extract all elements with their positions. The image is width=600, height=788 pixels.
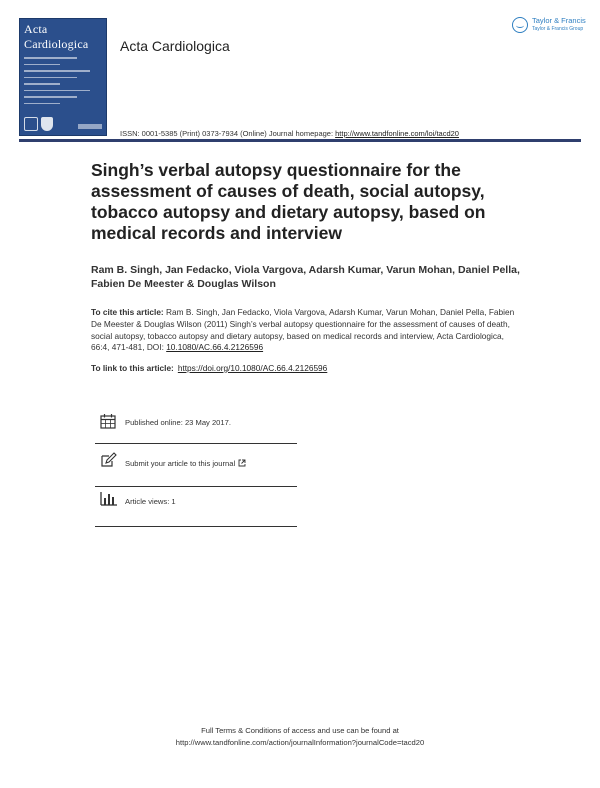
article-views-row: [95, 490, 297, 527]
issn-line: [120, 129, 459, 138]
submit-article-row[interactable]: [95, 450, 297, 487]
globe-icon: [512, 17, 528, 33]
publisher-subtitle: Taylor & Francis Group: [532, 26, 584, 32]
journal-name: Acta Cardiologica: [120, 38, 230, 54]
submit-article-link[interactable]: [125, 459, 246, 469]
journal-cover-image: [19, 18, 107, 136]
header-divider: [19, 139, 581, 142]
citation-block: [91, 307, 521, 354]
cover-publisher-mark: [78, 124, 102, 129]
citation-doi-link[interactable]: 10.1080/AC.66.4.2126596: [166, 342, 264, 353]
citation-text: Ram B. Singh, Jan Fedacko, Viola Vargova, Adarsh Kumar, Varun Mohan, Daniel Pella, Fabien De Meester & Douglas Wilson (2011) Singh’s verbal autopsy questionnaire for the assessment of causes of death, social autopsy, tobacco autopsy and dietary autopsy, based on medical records and interview, Acta Cardiologica, 66:4, 471-481, DOI:: [91, 307, 515, 353]
calendar-icon: [100, 413, 116, 434]
bar-chart-icon: [100, 492, 118, 511]
publisher-name: Taylor & Francis: [532, 16, 586, 25]
cover-decoration: [24, 57, 90, 109]
link-label: To link to this article:: [91, 363, 174, 373]
publisher-logo[interactable]: [512, 16, 584, 36]
article-authors: Ram B. Singh, Jan Fedacko, Viola Vargova, Adarsh Kumar, Varun Mohan, Daniel Pella, Fabien De Meester & Douglas Wilson: [91, 264, 520, 290]
article-views-count: Article views: 1: [125, 497, 176, 506]
cover-title: Acta Cardiologica: [24, 22, 89, 51]
cover-shield-icon: [41, 117, 53, 131]
article-title: Singh’s verbal autopsy questionnaire for the assessment of causes of death, social autopsy, tobacco autopsy and dietary autopsy, based on medical records and interview: [91, 160, 486, 243]
footer-terms-link[interactable]: http://www.tandfonline.com/action/journalInformation?journalCode=tacd20: [175, 737, 425, 747]
footer-terms-text: Full Terms & Conditions of access and use can be found at: [201, 726, 399, 735]
article-doi-link[interactable]: https://doi.org/10.1080/AC.66.4.2126596: [177, 363, 328, 373]
issn-text: ISSN: 0001-5385 (Print) 0373-7934 (Online) Journal homepage:: [120, 129, 336, 138]
published-date: Published online: 23 May 2017.: [125, 418, 231, 427]
external-link-icon: [238, 459, 246, 469]
footer-terms: [0, 725, 600, 748]
edit-icon: [100, 452, 117, 473]
article-link-line: [91, 363, 521, 373]
submit-article-label: Submit your article to this journal: [125, 459, 236, 468]
cover-logo-icon: [24, 117, 38, 131]
journal-homepage-link[interactable]: http://www.tandfonline.com/loi/tacd20: [335, 129, 459, 138]
citation-label: To cite this article:: [91, 307, 164, 317]
published-info-row: [95, 410, 297, 444]
